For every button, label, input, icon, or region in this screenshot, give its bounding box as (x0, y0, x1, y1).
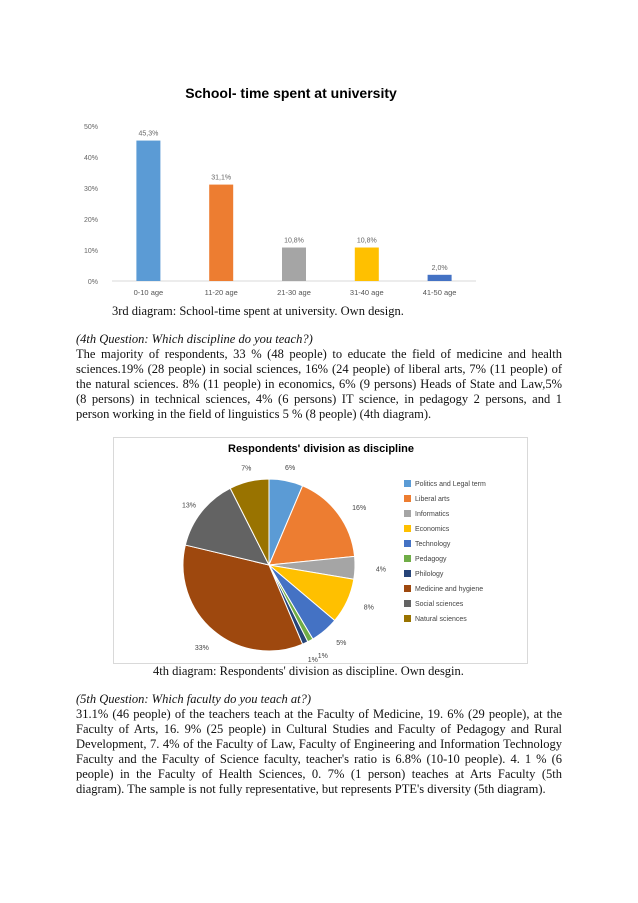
pie-data-label: 7% (241, 465, 252, 473)
y-tick-label: 20% (83, 217, 98, 224)
legend-entry: Politics and Legal term (415, 481, 486, 488)
pie-data-label: 13% (181, 502, 196, 510)
legend-entry: Philology (415, 571, 444, 578)
q5-title: (5th Question: Which faculty do you teach at?) (76, 692, 312, 706)
bar-data-label: 10,8% (284, 237, 304, 245)
y-tick-label: 0% (87, 279, 98, 286)
pie-data-label: 16% (352, 504, 367, 512)
pie-data-label: 1% (307, 656, 318, 663)
y-tick-label: 10% (83, 248, 98, 255)
bar (282, 248, 306, 281)
bar (209, 185, 233, 281)
x-tick-label: 41-50 age (422, 288, 457, 297)
bar (428, 275, 452, 281)
legend-entry: Technology (415, 541, 451, 548)
bar-chart-title: School- time spent at university (185, 85, 397, 101)
x-tick-label: 11-20 age (204, 288, 238, 297)
pie-chart (114, 438, 527, 663)
x-tick-label: 31-40 age (349, 288, 384, 297)
legend-entry: Social sciences (415, 601, 464, 608)
bar (355, 248, 379, 281)
q4-body: The majority of respondents, 33 % (48 people) to educate the field of medicine and health sciences.19% (28 people) in social sciences, 16% (24 people) of liberal arts, 7% (11 people) of the natural sciences. 8% (11 people) in economics, 6% (9 persons) Heads of State and Law,5% (8 persons) in technical sciences, 4% (6 persons) IT science, in pedagogy 2 persons, and 1 person working in the field of linguistics 5 % (8 people) (4th diagram). (76, 347, 562, 421)
pie-data-label: 6% (285, 464, 296, 472)
legend-swatch (404, 525, 411, 532)
q5-body: 31.1% (46 people) of the teachers teach at the Faculty of Medicine, 19. 6% (29 people), at the Faculty of Arts, 16. 9% (25 people) in Cultural Studies and Faculty of Pedagogy and Rural Development, 7. 4% of the Faculty of Law, Faculty of Engineering and Information Technology Faculty and the Faculty of Science faculty, teacher's ratio is 6.8% (10-10 people). 4. 1 % (6 people) in the Faculty of Health Sciences, 0. 7% (1 person) teaches at Arts Faculty (5th diagram). The sample is not fully representative, but represents PTE's diversity (5th diagram). (76, 707, 562, 796)
pie-data-label: 8% (363, 604, 374, 612)
diagram3-caption: 3rd diagram: School-time spent at university. Own design. (112, 304, 404, 318)
pie-data-label: 4% (375, 566, 386, 574)
legend-entry: Informatics (415, 511, 450, 518)
bar-chart (76, 76, 486, 298)
legend-swatch (404, 540, 411, 547)
legend-entry: Pedagogy (415, 556, 447, 563)
bar-data-label: 45,3% (138, 130, 159, 138)
legend-entry: Economics (415, 526, 450, 533)
bar-chart-container (76, 76, 486, 298)
y-tick-label: 30% (83, 186, 98, 193)
y-tick-label: 50% (83, 124, 98, 131)
legend-entry: Liberal arts (415, 496, 450, 503)
diagram4-caption: 4th diagram: Respondents' division as discipline. Own desgin. (153, 664, 464, 678)
x-tick-label: 0-10 age (133, 288, 164, 297)
legend-swatch (404, 555, 411, 562)
bar-data-label: 31,1% (211, 174, 232, 182)
pie-data-label: 33% (194, 644, 209, 652)
legend-swatch (404, 510, 411, 517)
pie-chart-title: Respondents' division as discipline (228, 443, 414, 455)
bar-data-label: 2,0% (431, 264, 448, 272)
legend-swatch (404, 570, 411, 577)
pie-data-label: 5% (336, 639, 347, 647)
q4-title: (4th Question: Which discipline do you teach?) (76, 332, 313, 346)
legend-swatch (404, 495, 411, 502)
legend-swatch (404, 600, 411, 607)
y-tick-label: 40% (83, 155, 98, 162)
legend-swatch (404, 615, 411, 622)
legend-swatch (404, 585, 411, 592)
bar (136, 141, 160, 281)
legend-entry: Medicine and hygiene (415, 586, 484, 593)
bar-data-label: 10,8% (356, 237, 377, 245)
legend-swatch (404, 480, 411, 487)
pie-chart-container (113, 437, 528, 664)
pie-data-label: 1% (317, 652, 328, 660)
legend-entry: Natural sciences (415, 616, 467, 623)
x-tick-label: 21-30 age (277, 288, 311, 297)
